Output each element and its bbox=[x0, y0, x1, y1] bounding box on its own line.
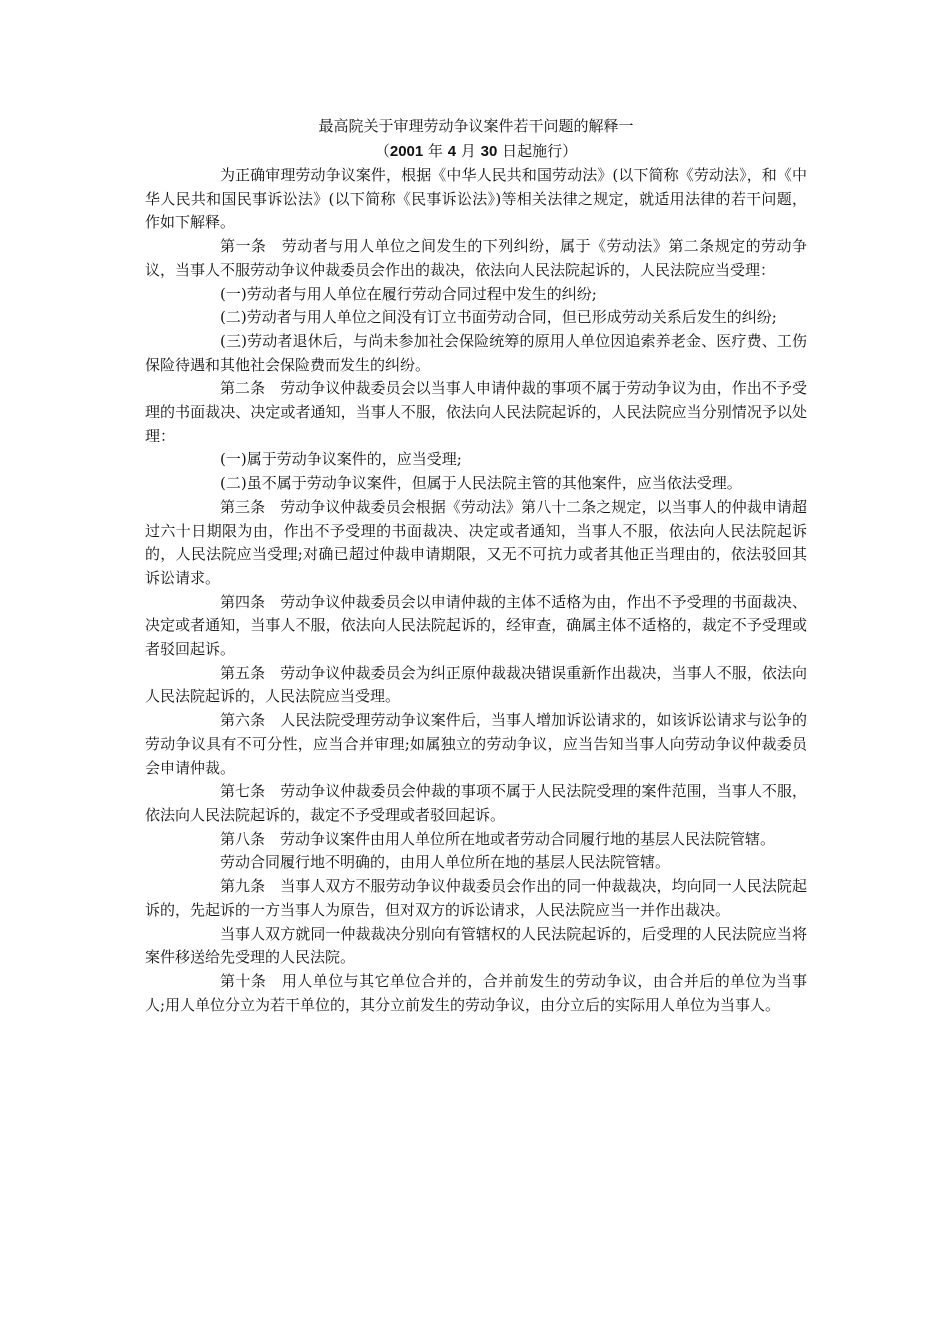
paragraph-article-1: 第一条 劳动者与用人单位之间发生的下列纠纷，属于《劳动法》第二条规定的劳动争议，当事人不服劳动争议仲裁委员会作出的裁决，依法向人民法院起诉的，人民法院应当受理： bbox=[145, 237, 807, 279]
paragraph-preamble: 为正确审理劳动争议案件，根据《中华人民共和国劳动法》(以下简称《劳动法》，和《中华人民共和国民事诉讼法》(以下简称《民事诉讼法》)等相关法律之规定，就适用法律的若干问题，作如下解释。 bbox=[145, 166, 807, 232]
effective-date-tail: 日起施行） bbox=[497, 142, 578, 160]
paragraph-article-4: 第四条 劳动争议仲裁委员会以申请仲裁的主体不适格为由，作出不予受理的书面裁决、决定或者通知，当事人不服，依法向人民法院起诉的，经审查，确属主体不适格的，裁定不予受理或者驳回起诉。 bbox=[145, 592, 807, 659]
paragraph-article-2-item-1: (一)属于劳动争议案件的，应当受理; bbox=[220, 450, 462, 469]
paragraph-article-9: 第九条 当事人双方不服劳动争议仲裁委员会作出的同一仲裁裁决，均向同一人民法院起诉的，先起诉的一方当事人为原告，但对双方的诉讼请求，人民法院应当一并作出裁决。 bbox=[145, 877, 807, 919]
effective-date-open: （ bbox=[374, 142, 390, 160]
paragraph-article-1-item-2: (二)劳动者与用人单位之间没有订立书面劳动合同，但已形成劳动关系后发生的纠纷; bbox=[220, 308, 777, 327]
document-title: 最高院关于审理劳动争议案件若干问题的解释一 bbox=[318, 117, 634, 135]
effective-date-year-suffix: 年 bbox=[423, 142, 448, 160]
paragraph-article-6: 第六条 人民法院受理劳动争议案件后，当事人增加诉讼请求的，如该诉讼请求与讼争的劳动争议具有不可分性，应当合并审理;如属独立的劳动争议，应当告知当事人向劳动争议仲裁委员会申请仲裁。 bbox=[145, 711, 807, 777]
paragraph-article-8-clause-2: 劳动合同履行地不明确的，由用人单位所在地的基层人民法院管辖。 bbox=[220, 853, 671, 872]
effective-date-day: 30 bbox=[480, 143, 498, 160]
paragraph-article-10: 第十条 用人单位与其它单位合并的，合并前发生的劳动争议，由合并后的单位为当事人;用人单位分立为若干单位的，其分立前发生的劳动争议，由分立后的实际用人单位为当事人。 bbox=[145, 971, 807, 1014]
paragraph-article-7: 第七条 劳动争议仲裁委员会仲裁的事项不属于人民法院受理的案件范围，当事人不服，依法向人民法院起诉的，裁定不予受理或者驳回起诉。 bbox=[145, 782, 807, 824]
document-page bbox=[145, 113, 807, 1017]
paragraph-article-8: 第八条 劳动争议案件由用人单位所在地或者劳动合同履行地的基层人民法院管辖。 bbox=[220, 829, 776, 848]
effective-date-year: 2001 bbox=[389, 143, 424, 160]
effective-date-month: 4 bbox=[447, 143, 457, 160]
paragraph-article-9-clause-2: 当事人双方就同一仲裁裁决分别向有管辖权的人民法院起诉的，后受理的人民法院应当将案件移送给先受理的人民法院。 bbox=[145, 924, 807, 967]
paragraph-article-3: 第三条 劳动争议仲裁委员会根据《劳动法》第八十二条之规定，以当事人的仲裁申请超过六十日期限为由，作出不予受理的书面裁决、决定或者通知，当事人不服，依法向人民法院起诉的，人民法院应当受理;对确已超过仲裁申请期限，又无不可抗力或者其他正当理由的，依法驳回其诉讼请求。 bbox=[145, 497, 807, 587]
paragraph-article-1-item-3: (三)劳动者退休后，与尚未参加社会保险统筹的原用人单位因追索养老金、医疗费、工伤保险待遇和其他社会保险费而发生的纠纷。 bbox=[145, 331, 807, 374]
paragraph-article-1-item-1: (一)劳动者与用人单位在履行劳动合同过程中发生的纠纷; bbox=[220, 284, 597, 303]
paragraph-article-2-item-2: (二)虽不属于劳动争议案件，但属于人民法院主管的其他案件，应当依法受理。 bbox=[220, 474, 742, 493]
effective-date bbox=[145, 139, 807, 164]
paragraph-article-5: 第五条 劳动争议仲裁委员会为纠正原仲裁裁决错误重新作出裁决，当事人不服，依法向人民法院起诉的，人民法院应当受理。 bbox=[145, 663, 807, 706]
effective-date-month-suffix: 月 bbox=[456, 142, 481, 160]
paragraph-article-2: 第二条 劳动争议仲裁委员会以当事人申请仲裁的事项不属于劳动争议为由，作出不予受理的书面裁决、决定或者通知，当事人不服，依法向人民法院起诉的，人民法院应当分别情况予以处理： bbox=[145, 379, 807, 445]
